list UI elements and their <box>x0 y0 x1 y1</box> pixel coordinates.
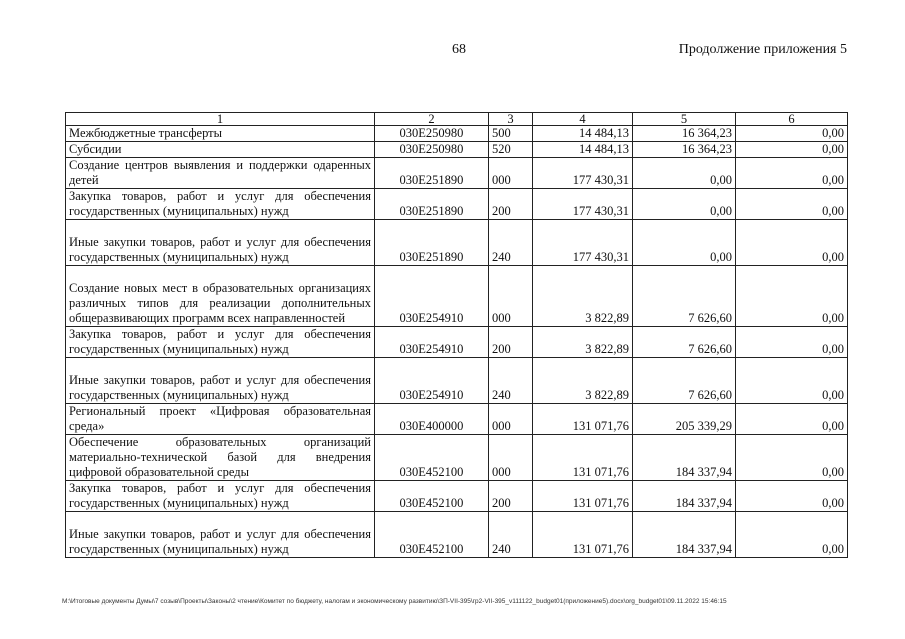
column-header-3: 3 <box>489 113 533 126</box>
row-code: 030E254910 <box>375 358 489 404</box>
row-value-6: 0,00 <box>736 220 848 266</box>
row-kind: 200 <box>489 189 533 220</box>
row-value-4: 177 430,31 <box>533 220 633 266</box>
row-value-5: 184 337,94 <box>633 435 736 481</box>
column-header-4: 4 <box>533 113 633 126</box>
row-name: Создание центров выявления и поддержки одаренных детей <box>66 158 375 189</box>
row-value-4: 131 071,76 <box>533 435 633 481</box>
budget-table <box>65 112 848 558</box>
row-value-4: 14 484,13 <box>533 142 633 158</box>
row-code: 030E452100 <box>375 481 489 512</box>
row-kind: 240 <box>489 220 533 266</box>
row-code: 030E251890 <box>375 189 489 220</box>
row-code: 030E250980 <box>375 126 489 142</box>
footer-file-path: M:\Итоговые документы Думы\7 созыв\Проекты\Законы\2 чтение\Комитет по бюджету, налогам и экономическому развитию\ЗП-VII-395\гр2-VII-395_v111122_budget01(приложение5).docx\org_budget01\09.11.2022 15:46:15 <box>62 598 727 605</box>
row-value-4: 177 430,31 <box>533 189 633 220</box>
row-value-6: 0,00 <box>736 512 848 558</box>
row-value-6: 0,00 <box>736 266 848 327</box>
row-name: Закупка товаров, работ и услуг для обеспечения государственных (муниципальных) нужд <box>66 481 375 512</box>
row-code: 030E400000 <box>375 404 489 435</box>
row-name: Обеспечение образовательных организаций материально-технической базой для внедрения цифровой образовательной среды <box>66 435 375 481</box>
row-value-5: 205 339,29 <box>633 404 736 435</box>
row-kind: 000 <box>489 435 533 481</box>
row-value-6: 0,00 <box>736 481 848 512</box>
row-value-6: 0,00 <box>736 435 848 481</box>
table-row <box>66 142 848 158</box>
row-kind: 000 <box>489 266 533 327</box>
row-code: 030E254910 <box>375 266 489 327</box>
row-value-4: 131 071,76 <box>533 481 633 512</box>
row-code: 030E250980 <box>375 142 489 158</box>
row-value-6: 0,00 <box>736 327 848 358</box>
row-value-4: 3 822,89 <box>533 327 633 358</box>
row-value-5: 184 337,94 <box>633 481 736 512</box>
row-kind: 200 <box>489 327 533 358</box>
row-value-5: 0,00 <box>633 158 736 189</box>
row-value-4: 177 430,31 <box>533 158 633 189</box>
row-value-4: 3 822,89 <box>533 266 633 327</box>
table-header-row <box>66 113 848 126</box>
column-header-2: 2 <box>375 113 489 126</box>
row-value-5: 0,00 <box>633 189 736 220</box>
row-kind: 000 <box>489 158 533 189</box>
row-value-4: 14 484,13 <box>533 126 633 142</box>
row-value-4: 131 071,76 <box>533 512 633 558</box>
column-header-5: 5 <box>633 113 736 126</box>
row-code: 030E251890 <box>375 158 489 189</box>
row-name: Закупка товаров, работ и услуг для обеспечения государственных (муниципальных) нужд <box>66 327 375 358</box>
row-kind: 500 <box>489 126 533 142</box>
table-row <box>66 481 848 512</box>
row-code: 030E452100 <box>375 435 489 481</box>
row-value-4: 3 822,89 <box>533 358 633 404</box>
row-name: Иные закупки товаров, работ и услуг для обеспечения государственных (муниципальных) нужд <box>66 220 375 266</box>
row-name: Иные закупки товаров, работ и услуг для обеспечения государственных (муниципальных) нужд <box>66 358 375 404</box>
row-code: 030E254910 <box>375 327 489 358</box>
column-header-1: 1 <box>66 113 375 126</box>
table-row <box>66 435 848 481</box>
table-row <box>66 126 848 142</box>
table-row <box>66 266 848 327</box>
row-name: Создание новых мест в образовательных организациях различных типов для реализации дополнительных общеразвивающих программ всех направленностей <box>66 266 375 327</box>
table-row <box>66 220 848 266</box>
row-value-4: 131 071,76 <box>533 404 633 435</box>
row-value-5: 16 364,23 <box>633 142 736 158</box>
row-name: Межбюджетные трансферты <box>66 126 375 142</box>
table-row <box>66 327 848 358</box>
row-value-5: 184 337,94 <box>633 512 736 558</box>
row-value-6: 0,00 <box>736 158 848 189</box>
table-row <box>66 189 848 220</box>
table-row <box>66 512 848 558</box>
row-value-6: 0,00 <box>736 142 848 158</box>
row-value-6: 0,00 <box>736 126 848 142</box>
row-value-5: 7 626,60 <box>633 266 736 327</box>
appendix-label: Продолжение приложения 5 <box>678 42 847 57</box>
row-value-6: 0,00 <box>736 358 848 404</box>
row-value-5: 16 364,23 <box>633 126 736 142</box>
row-value-6: 0,00 <box>736 404 848 435</box>
row-name: Иные закупки товаров, работ и услуг для обеспечения государственных (муниципальных) нужд <box>66 512 375 558</box>
row-kind: 000 <box>489 404 533 435</box>
column-header-6: 6 <box>736 113 848 126</box>
row-code: 030E251890 <box>375 220 489 266</box>
row-kind: 520 <box>489 142 533 158</box>
page-number: 68 <box>452 42 466 57</box>
row-name: Региональный проект «Цифровая образовательная среда» <box>66 404 375 435</box>
row-kind: 200 <box>489 481 533 512</box>
row-name: Субсидии <box>66 142 375 158</box>
table-row <box>66 158 848 189</box>
row-name: Закупка товаров, работ и услуг для обеспечения государственных (муниципальных) нужд <box>66 189 375 220</box>
row-code: 030E452100 <box>375 512 489 558</box>
row-value-5: 0,00 <box>633 220 736 266</box>
row-value-6: 0,00 <box>736 189 848 220</box>
row-kind: 240 <box>489 358 533 404</box>
row-value-5: 7 626,60 <box>633 358 736 404</box>
table-row <box>66 404 848 435</box>
table-row <box>66 358 848 404</box>
row-kind: 240 <box>489 512 533 558</box>
row-value-5: 7 626,60 <box>633 327 736 358</box>
